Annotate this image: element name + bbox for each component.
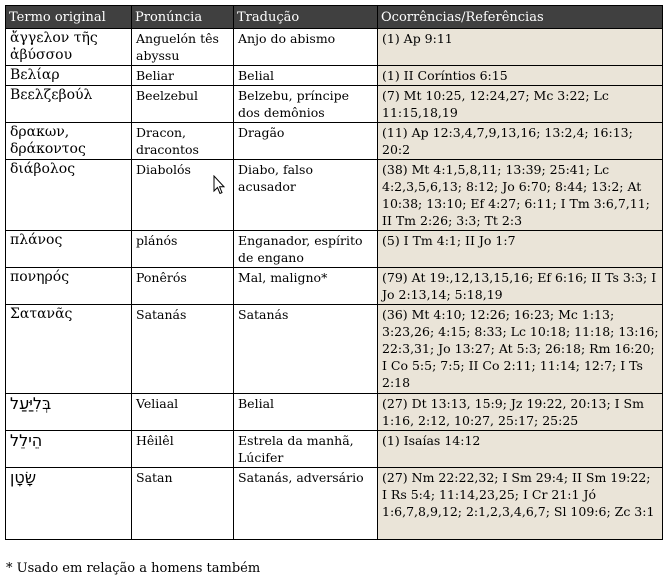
references-cell: (36) Mt 4:10; 12:26; 16:23; Mc 1:13; 3:23,26; 4:15; 8:33; Lc 10:18; 11:18; 13:16; 22:3,31; Jo 13:27; At 5:3; 26:18; Rm 16:20; I Co 5:5; 7:5; II Co 2:11; 11:14; 12:7; I Ts 2:18 [378,305,663,394]
table-row [6,431,663,468]
references-cell: (7) Mt 10:25, 12:24,27; Mc 3:22; Lc 11:15,18,19 [378,86,663,123]
table-row [6,305,663,394]
pronunciation-cell: Hêilêl [132,431,234,468]
original-term-cell: Βεελζεβούλ [6,86,132,123]
pronunciation-cell: Anguelón tês abyssu [132,29,234,66]
original-term-cell: ἄγγελον τῆς ἀβύσσου [6,29,132,66]
translation-cell: Satanás, adversário [234,468,378,540]
original-term-cell: שָׂטָן [6,468,132,540]
pronunciation-cell: Beliar [132,66,234,86]
translation-cell: Diabo, falso acusador [234,160,378,231]
table-row [6,394,663,431]
table-row [6,231,663,268]
references-cell: (5) I Tm 4:1; II Jo 1:7 [378,231,663,268]
translation-cell: Mal, maligno* [234,268,378,305]
references-cell: (79) At 19:,12,13,15,16; Ef 6:16; II Ts 3:3; I Jo 2:13,14; 5:18,19 [378,268,663,305]
translation-cell: Belial [234,66,378,86]
footnote: * Usado em relação a homens também [6,561,261,576]
pronunciation-cell: Satan [132,468,234,540]
original-term-cell: Βελίαρ [6,66,132,86]
table-row [6,268,663,305]
table-row [6,123,663,160]
table-row [6,86,663,123]
translation-cell: Enganador, espírito de engano [234,231,378,268]
references-cell: (1) Ap 9:11 [378,29,663,66]
original-term-cell: πλάνος [6,231,132,268]
translation-cell: Dragão [234,123,378,160]
original-term-cell: διάβολος [6,160,132,231]
references-cell: (1) II Coríntios 6:15 [378,66,663,86]
translation-cell: Belzebu, príncipe dos demônios [234,86,378,123]
references-cell: (27) Nm 22:22,32; I Sm 29:4; II Sm 19:22; I Rs 5:4; 11:14,23,25; I Cr 21:1 Jó 1:6,7,8,9,12; 2:1,2,3,4,6,7; Sl 109:6; Zc 3:1 [378,468,663,540]
references-cell: (27) Dt 13:13, 15:9; Jz 19:22, 20:13; I Sm 1:16, 2:12, 10:27, 25:17; 25:25 [378,394,663,431]
header-original-term: Termo original [6,6,132,29]
pronunciation-cell: Satanás [132,305,234,394]
original-term-cell: δρακων, δράκοντος [6,123,132,160]
original-term-cell: Σατανᾶς [6,305,132,394]
pronunciation-cell: Veliaal [132,394,234,431]
table-row [6,468,663,540]
table-row [6,29,663,66]
translation-cell: Belial [234,394,378,431]
references-cell: (38) Mt 4:1,5,8,11; 13:39; 25:41; Lc 4:2,3,5,6,13; 8:12; Jo 6:70; 8:44; 13:2; At 10:38; 13:10; Ef 4:27; 6:11; I Tm 3:6,7,11; II Tm 2:26; 3:3; Tt 2:3 [378,160,663,231]
references-cell: (11) Ap 12:3,4,7,9,13,16; 13:2,4; 16:13; 20:2 [378,123,663,160]
references-cell: (1) Isaías 14:12 [378,431,663,468]
header-pronunciation: Pronúncia [132,6,234,29]
terms-table [5,5,663,540]
original-term-cell: בְּלִיַּעַל [6,394,132,431]
pronunciation-cell: Ponêrós [132,268,234,305]
pronunciation-cell: Dracon, dracontos [132,123,234,160]
table-row [6,160,663,231]
table-row [6,66,663,86]
mouse-pointer-icon [213,175,225,195]
pronunciation-cell: Beelzebul [132,86,234,123]
header-references: Ocorrências/Referências [378,6,663,29]
header-row [6,6,663,29]
translation-cell: Estrela da manhã, Lúcifer [234,431,378,468]
translation-cell: Satanás [234,305,378,394]
table-body [6,29,663,540]
pronunciation-cell: Diabolós [132,160,234,231]
original-term-cell: πονηρός [6,268,132,305]
translation-cell: Anjo do abismo [234,29,378,66]
header-translation: Tradução [234,6,378,29]
pronunciation-cell: plánós [132,231,234,268]
original-term-cell: הֵילֵל [6,431,132,468]
